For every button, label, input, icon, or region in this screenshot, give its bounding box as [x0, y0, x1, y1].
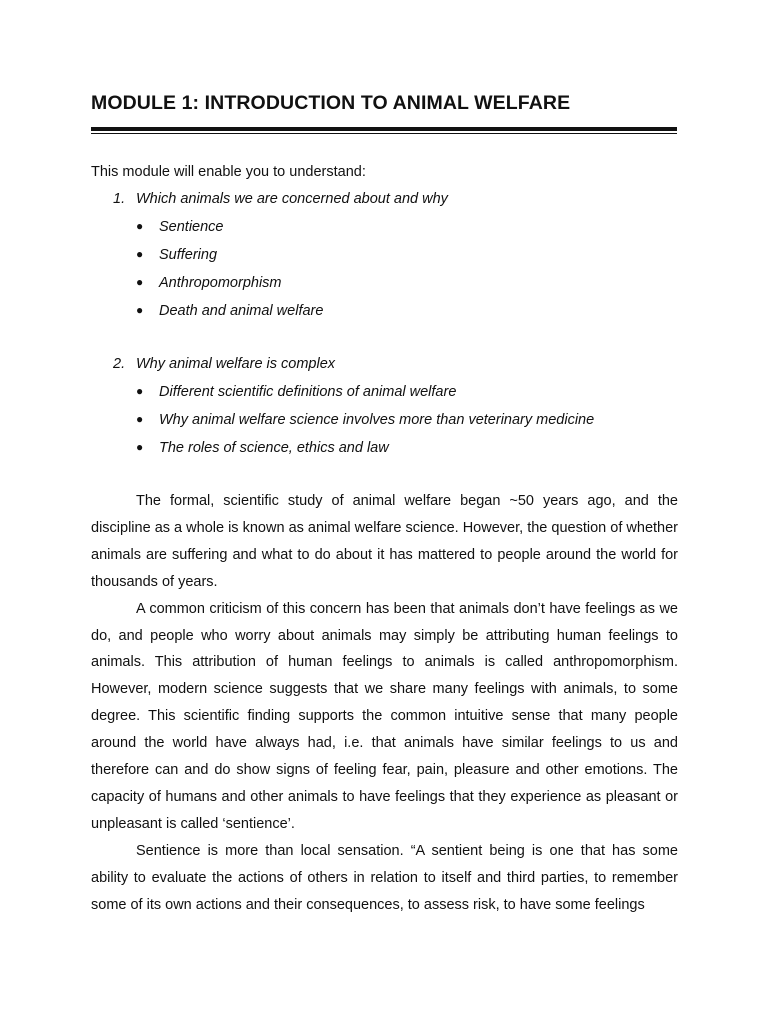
list-item-text: Different scientific definitions of animal welfare [159, 384, 457, 400]
page-title: MODULE 1: INTRODUCTION TO ANIMAL WELFARE [91, 92, 571, 114]
bullet-icon: ● [136, 303, 144, 317]
paragraph: Sentience is more than local sensation. “A sentient being is one that has some ability to evaluate the actions of others in relation to itself and third parties, to remember some of its own actions and their consequences, to assess risk, to have some feelings [91, 842, 678, 913]
section-1-number: 1. [113, 191, 126, 207]
bullet-icon: ● [136, 440, 144, 454]
bullet-icon: ● [136, 384, 144, 398]
section-1-heading [113, 191, 448, 207]
list-item [136, 412, 594, 428]
list-item [136, 275, 282, 291]
intro-text: This module will enable you to understand: [91, 164, 366, 180]
bullet-icon: ● [136, 275, 144, 289]
list-item-text: Why animal welfare science involves more than veterinary medicine [159, 412, 595, 428]
section-1-heading-text: Which animals we are concerned about and why [136, 191, 448, 207]
bullet-icon: ● [136, 412, 144, 426]
list-item [136, 384, 456, 400]
list-item [136, 440, 389, 456]
list-item [136, 247, 217, 263]
paragraph: The formal, scientific study of animal welfare began ~50 years ago, and the discipline as a whole is known as animal welfare science. However, the question of whether animals are suffering and what to do about it has mattered to people around the world for thousands of years. [91, 493, 678, 590]
section-2-heading [113, 356, 335, 372]
section-2-number: 2. [113, 356, 126, 372]
list-item-text: Suffering [159, 247, 218, 263]
title-rule-thin [91, 133, 677, 134]
list-item-text: Anthropomorphism [159, 275, 282, 291]
title-rule-thick [91, 127, 677, 131]
list-item [136, 219, 224, 235]
bullet-icon: ● [136, 247, 144, 261]
list-item [136, 303, 323, 319]
list-item-text: The roles of science, ethics and law [159, 440, 389, 456]
bullet-icon: ● [136, 219, 144, 233]
list-item-text: Sentience [159, 219, 224, 235]
list-item-text: Death and animal welfare [159, 303, 324, 319]
paragraph: A common criticism of this concern has been that animals don’t have feelings as we do, and people who worry about animals may simply be attributing human feelings to animals. This attribution of human feelings to animals is called anthropomorphism. However, modern science suggests that we share many feelings with animals, to some degree. This scientific finding supports the common intuitive sense that many people around the world have always had, i.e. that animals have similar feelings to us and therefore can and do show signs of feeling fear, pain, pleasure and other emotions. The capacity of humans and other animals to have feelings that they experience as pleasant or unpleasant is called ‘sentience’. [91, 600, 678, 832]
body-text [91, 488, 678, 919]
section-2-heading-text: Why animal welfare is complex [136, 356, 336, 372]
